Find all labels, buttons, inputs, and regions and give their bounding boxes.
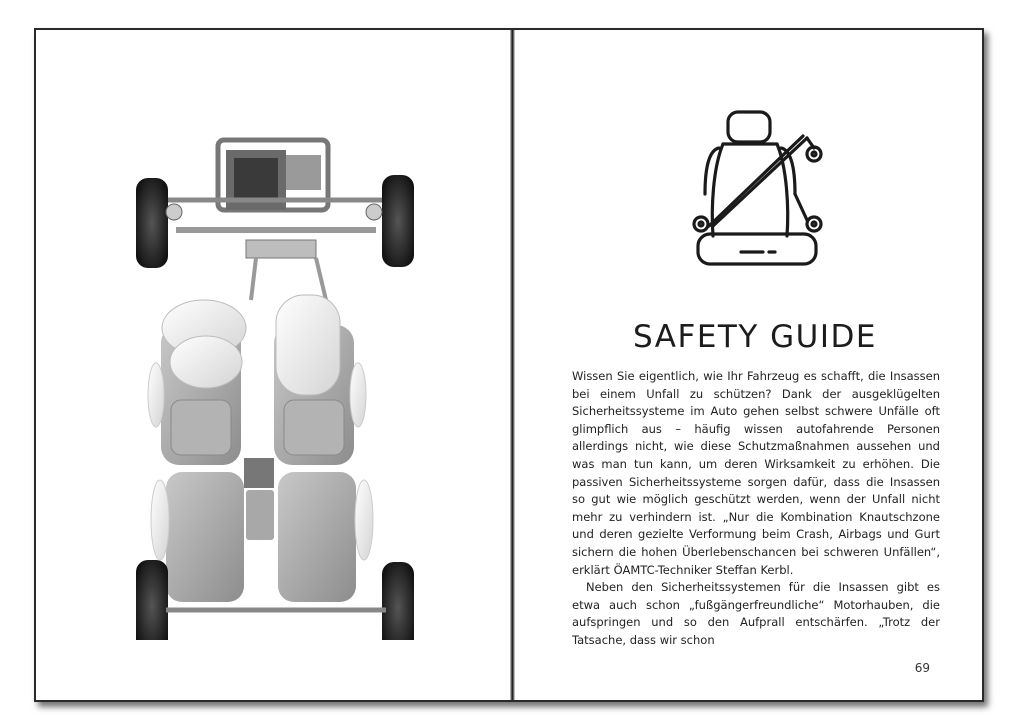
book-spread bbox=[34, 28, 984, 702]
paragraph-2: Neben den Sicherheitssystemen für die Insassen gibt es etwa auch schon „fußgängerfreundliche“ Motorhauben, die aufspringen und so den Aufprall entschärfen. „Trotz der Tatsache, dass wir schon bbox=[572, 580, 940, 647]
car-chassis-airbag-illustration bbox=[126, 100, 416, 640]
left-page bbox=[36, 30, 512, 700]
paragraph-1: Wissen Sie eigentlich, wie Ihr Fahrzeug es schafft, die Insassen bei einem Unfall zu schützen? Dank der ausgeklügelten Sicherheitssysteme im Auto gehen selbst schwere Unfälle oft glimpflich aus – häufig wissen autofahrende Personen allerdings nicht, wie diese Schutzmaßnahmen aussehen und was man tun kann, um deren Wirksamkeit zu erhöhen. Die passiven Sicherheitssysteme sorgen dafür, dass die Insassen so gut wie möglich geschützt werden, wenn der Unfall nicht mehr zu verhindern ist. „Nur die Kombination Knautschzone und deren gezielte Verformung beim Crash, Airbags und Gurt sichern die hohen Überlebenschancen bei schweren Unfällen“, erklärt ÖAMTC-Techniker Steffan Kerbl. bbox=[572, 369, 940, 577]
page-title: SAFETY GUIDE bbox=[633, 318, 877, 355]
page-number: 69 bbox=[914, 661, 930, 675]
right-page bbox=[515, 30, 982, 700]
seat-belt-icon bbox=[683, 108, 829, 270]
article-body bbox=[572, 368, 940, 650]
